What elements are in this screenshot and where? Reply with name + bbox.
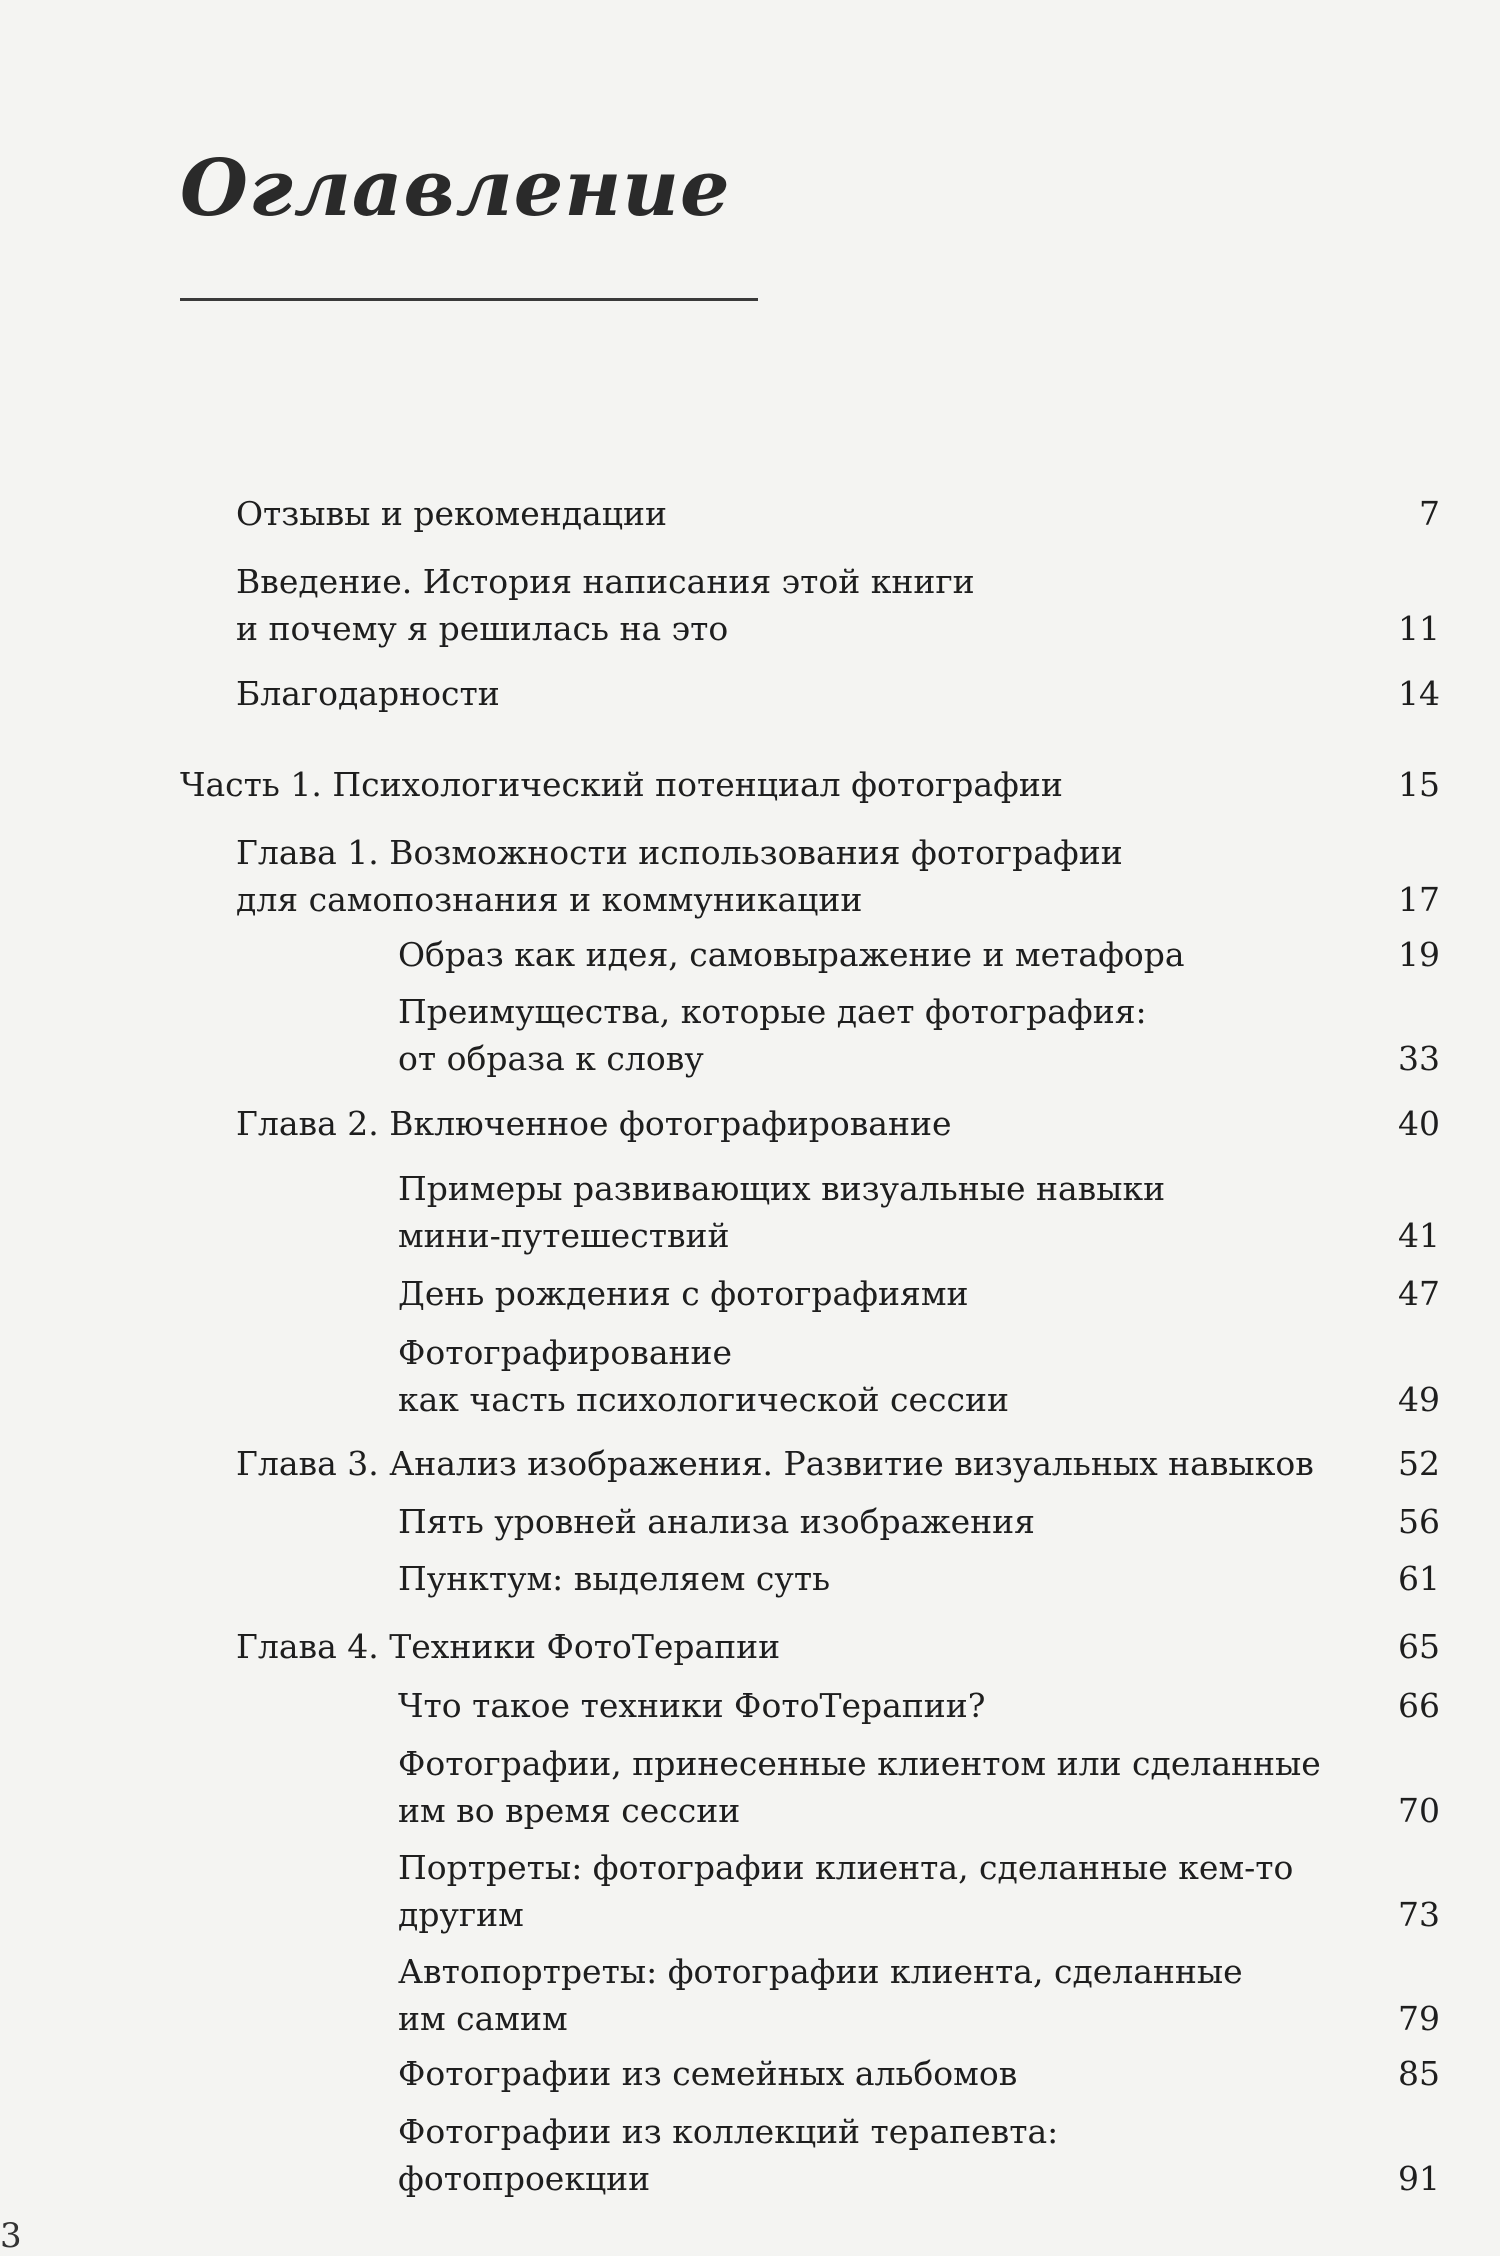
toc-entry xyxy=(398,1682,1440,1729)
toc-entry-page: 14 xyxy=(1398,674,1440,713)
toc-entry-title: Фотографии из коллекций терапевта: фотопроекции xyxy=(398,2112,1059,2198)
toc-entry-page: 56 xyxy=(1398,1502,1440,1541)
toc-entry-title: Отзывы и рекомендации xyxy=(236,494,667,533)
toc-entry-title: Примеры развивающих визуальные навыки мини-путешествий xyxy=(398,1169,1166,1255)
toc-entry-page: 73 xyxy=(1398,1895,1440,1934)
toc-entry xyxy=(398,1165,1440,1259)
toc-entry xyxy=(236,829,1440,923)
toc-entry-page: 11 xyxy=(1398,609,1440,648)
toc-entry-page: 19 xyxy=(1398,935,1440,974)
toc-entry-title: Часть 1. Психологический потенциал фотографии xyxy=(180,765,1063,804)
toc-entry-title: Глава 4. Техники ФотоТерапии xyxy=(236,1627,781,1666)
toc-entry-title: Фотографии, принесенные клиентом или сделанные им во время сессии xyxy=(398,1744,1321,1830)
toc-entry xyxy=(236,1623,1440,1670)
page-title: Оглавление xyxy=(180,143,731,234)
toc-entry-title: Введение. История написания этой книги и почему я решилась на это xyxy=(236,562,975,648)
toc-entry-title: День рождения с фотографиями xyxy=(398,1274,969,1313)
toc-entry-title: Преимущества, которые дает фотография: от образа к слову xyxy=(398,992,1147,1078)
toc-entry-page: 52 xyxy=(1398,1444,1440,1483)
toc-entry-title: Образ как идея, самовыражение и метафора xyxy=(398,935,1185,974)
toc-entry xyxy=(398,2050,1440,2097)
toc-entry xyxy=(398,931,1440,978)
toc-entry-page: 15 xyxy=(1398,765,1440,804)
toc-entry xyxy=(236,1100,1440,1147)
toc-entry xyxy=(236,558,1440,652)
toc-entry-page: 7 xyxy=(1419,494,1440,533)
toc-entry-page: 70 xyxy=(1398,1791,1440,1830)
toc-entry-page: 91 xyxy=(1398,2159,1440,2198)
toc-entry-page: 47 xyxy=(1398,1274,1440,1313)
toc-entry-page: 17 xyxy=(1398,880,1440,919)
toc-entry-page: 65 xyxy=(1398,1627,1440,1666)
toc-entry-title: Пять уровней анализа изображения xyxy=(398,1502,1035,1541)
toc-entry xyxy=(398,988,1440,1082)
toc-entry xyxy=(398,1270,1440,1317)
toc-entry-title: Глава 1. Возможности использования фотографии для самопознания и коммуникации xyxy=(236,833,1123,919)
toc-entry xyxy=(398,1555,1440,1602)
toc-entry-page: 66 xyxy=(1398,1686,1440,1725)
toc-entry xyxy=(180,761,1440,808)
toc-entry-title: Глава 3. Анализ изображения. Развитие визуальных навыков xyxy=(236,1444,1314,1483)
toc-entry-page: 40 xyxy=(1398,1104,1440,1143)
toc-entry xyxy=(398,1740,1440,1834)
toc-entry-title: Благодарности xyxy=(236,674,500,713)
toc-entry-title: Что такое техники ФотоТерапии? xyxy=(398,1686,986,1725)
toc-entry xyxy=(236,1440,1440,1487)
toc-entry-title: Фотографии из семейных альбомов xyxy=(398,2054,1018,2093)
toc-entry-page: 85 xyxy=(1398,2054,1440,2093)
toc-entry xyxy=(236,490,1440,537)
toc-entry-page: 79 xyxy=(1398,1999,1440,2038)
toc-entry xyxy=(398,1498,1440,1545)
page-number: 3 xyxy=(0,2216,22,2256)
toc-entry-title: Портреты: фотографии клиента, сделанные кем-то другим xyxy=(398,1848,1294,1934)
toc-entry xyxy=(398,1844,1440,1938)
toc-entry xyxy=(398,2108,1440,2202)
toc-entry-page: 41 xyxy=(1398,1216,1440,1255)
toc-entry xyxy=(398,1948,1440,2042)
toc-entry xyxy=(236,670,1440,717)
toc-entry-page: 33 xyxy=(1398,1039,1440,1078)
toc-entry-title: Фотографирование как часть психологической сессии xyxy=(398,1333,1009,1419)
toc-entry-page: 61 xyxy=(1398,1559,1440,1598)
toc-entry-title: Автопортреты: фотографии клиента, сделанные им самим xyxy=(398,1952,1243,2038)
toc-entry xyxy=(398,1329,1440,1423)
toc-entry-title: Пунктум: выделяем суть xyxy=(398,1559,831,1598)
toc-entry-title: Глава 2. Включенное фотографирование xyxy=(236,1104,952,1143)
toc-entry-page: 49 xyxy=(1398,1380,1440,1419)
